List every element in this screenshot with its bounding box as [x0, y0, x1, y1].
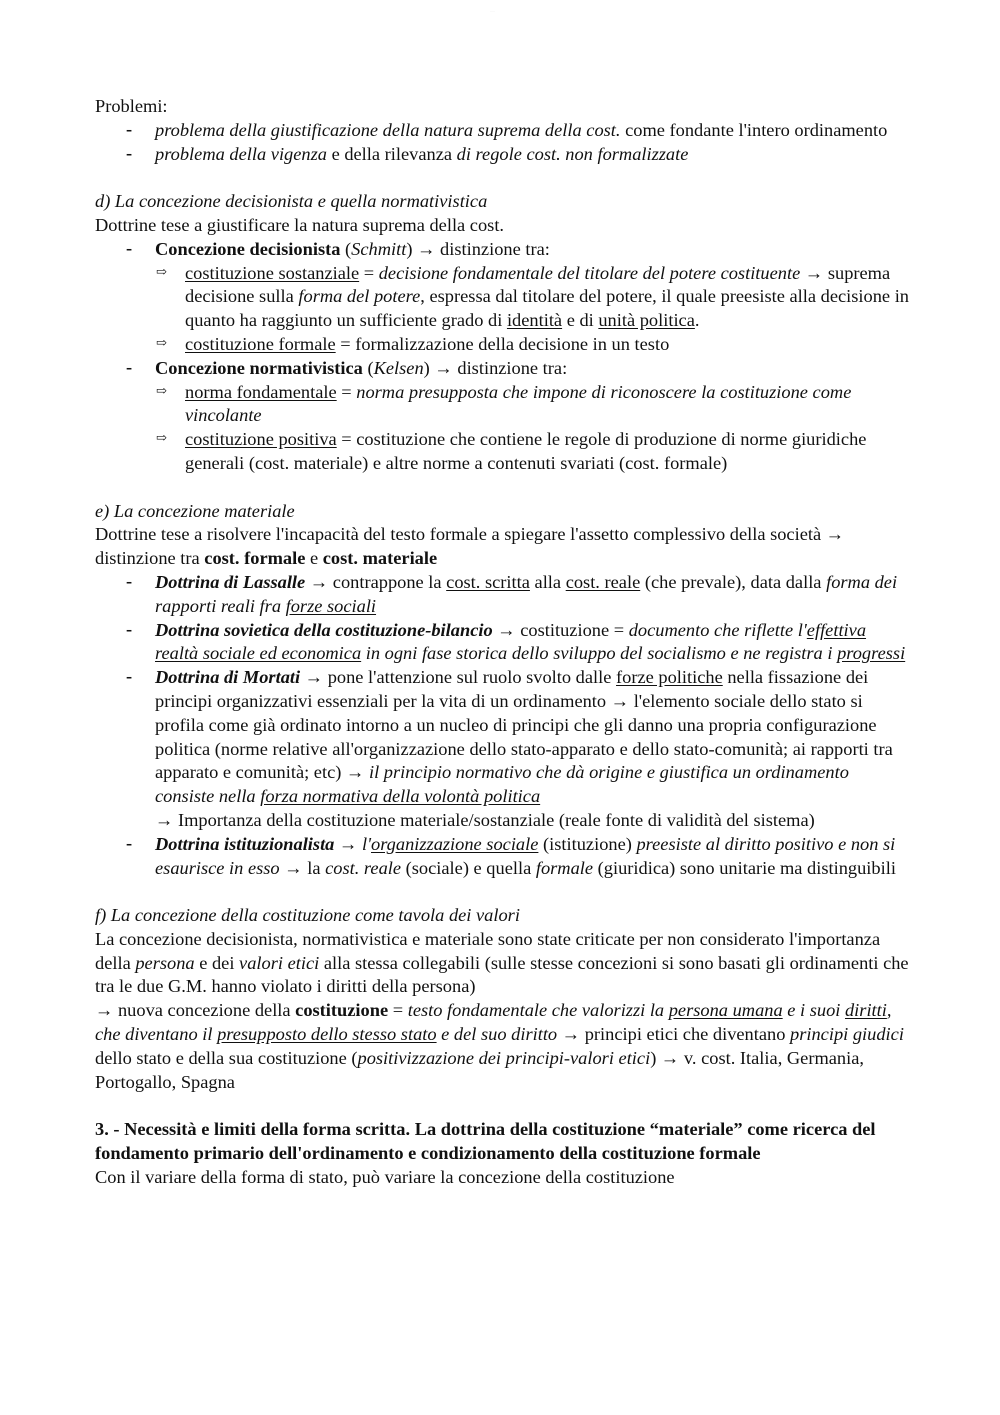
bullet-dash: - [126, 666, 133, 687]
item-text-italic: cost. reale [325, 857, 402, 878]
item-text: → nuova concezione della [95, 1000, 296, 1021]
item-text: , espressa dal titolare del potere, il quale preesiste alla decisione in quanto ha raggiunto un sufficiente grado di [185, 286, 909, 331]
item-text: ( [340, 238, 352, 259]
item-label: Dottrina istituzionalista [155, 833, 335, 854]
term: identità [506, 310, 563, 331]
item-text-italic: preesiste al diritto positivo e non si esaurisce in esso [155, 833, 896, 878]
item-text: = [336, 381, 357, 402]
item-text-italic: , che diventano il [95, 1000, 892, 1045]
section-d-title: d) La concezione decisionista e quella normativistica [95, 191, 488, 212]
term: forze sociali [285, 595, 377, 616]
spacer [95, 880, 910, 904]
section-f-paragraph-1 [95, 928, 910, 999]
item-text-italic: in ogni fase storica dello sviluppo del socialismo e ne registra i [361, 643, 838, 664]
item-text: → [334, 833, 362, 854]
item-text: (istituzione) [538, 833, 637, 854]
item-text: (che prevale), data dalla [640, 571, 827, 592]
section-d-intro: Dottrine tese a giustificare la natura suprema della cost. [95, 214, 505, 235]
term: costituzione positiva [185, 429, 337, 450]
item-text: e dei [194, 952, 240, 973]
bullet-dash: - [126, 237, 133, 258]
item-text: e della rilevanza [326, 143, 457, 164]
term: effettiva realtà sociale ed economica [155, 619, 867, 664]
author-name: Schmitt [351, 238, 407, 259]
item-text-italic: l' [361, 833, 372, 854]
item-text-italic: positivizzazione dei principi-valori etici [357, 1047, 651, 1068]
item-text: ) → distinzione tra: [406, 238, 550, 259]
term: progressi [837, 643, 906, 664]
page-content [95, 95, 910, 1190]
item-text-italic: problema della vigenza [155, 143, 327, 164]
item-text: → suprema decisione sulla [185, 262, 891, 307]
term: cost. scritta [446, 571, 530, 592]
bullet-dash: - [126, 618, 133, 639]
item-text-italic: documento che riflette l' [628, 619, 807, 640]
item-text: → pone l'attenzione sul ruolo svolto dalle [300, 667, 617, 688]
bullet-dash: - [126, 356, 133, 377]
item-text: ( [362, 357, 374, 378]
item-text-italic: il principio normativo che dà origine e giustifica un ordinamento consiste nella [155, 762, 849, 807]
item-text-italic: valori etici [239, 952, 320, 973]
item-text-italic: forma del potere [298, 286, 421, 307]
item-text: → costituzione = [492, 619, 629, 640]
item-text: → Importanza della costituzione materiale/sostanziale (reale fonte di validità del sistema) [155, 809, 815, 830]
term: forza normativa della volontà politica [260, 786, 541, 807]
item-text-italic: forma dei rapporti reali fra [155, 571, 898, 616]
item-text: → contrappone la [305, 571, 447, 592]
sub-item [95, 333, 910, 357]
bullet-dash: - [126, 570, 133, 591]
arrow-bullet-icon: ⇨ [156, 430, 167, 446]
item-text: (sociale) e quella [401, 857, 536, 878]
item-text: (giuridica) sono unitarie ma distinguibili [593, 857, 896, 878]
section-e-intro [95, 523, 910, 571]
section-3-text: Con il variare della forma di stato, può variare la concezione della costituzione [95, 1166, 675, 1187]
section-f-paragraph-2 [95, 999, 910, 1094]
bullet-dash: - [126, 832, 133, 853]
item-text: = costituzione che contiene le regole di produzione di norme giuridiche generali (cost. materiale) e altre norme a contenuti svariati (cost. formale) [185, 429, 867, 473]
bullet-dash: - [126, 118, 133, 139]
spacer [95, 1094, 910, 1118]
header-mark: ····· [490, 9, 495, 13]
list-item-lassalle [95, 571, 910, 619]
item-text-italic: e del suo diritto [436, 1024, 558, 1045]
item-text: dello stato e della sua costituzione ( [95, 1047, 358, 1068]
term: cost. reale [565, 571, 641, 592]
bullet-dash: - [126, 142, 133, 163]
term: costituzione formale [185, 333, 336, 354]
item-text-italic: di regole cost. non formalizzate [456, 143, 689, 164]
definition: norma presupposta che impone di riconoscere la costituzione come vincolante [185, 381, 852, 426]
item-label: cost. formale [204, 548, 306, 569]
item-label: Dottrina di Mortati [155, 667, 301, 688]
sub-item [95, 381, 910, 429]
term: norma fondamentale [185, 381, 337, 402]
item-text: = [388, 1000, 408, 1021]
problemi-heading: Problemi: [95, 96, 168, 116]
item-text: = formalizzazione della decisione in un testo [335, 333, 670, 354]
list-item-sovietica [95, 619, 910, 667]
item-label: Dottrina sovietica della costituzione-bilancio [155, 619, 493, 640]
term: costituzione sostanziale [185, 262, 360, 283]
item-text: come fondante l'intero ordinamento [620, 119, 888, 140]
section-3-heading: 3. - Necessità e limiti della forma scritta. La dottrina della costituzione “materiale” come ricerca del fondamento primario dell'ordinamento e condizionamento della costituzione formale [95, 1119, 876, 1164]
item-label: cost. materiale [322, 548, 438, 569]
term: presupposto dello stesso stato [217, 1024, 437, 1045]
term: forze politiche [616, 667, 723, 688]
section-f-title: f) La concezione della costituzione come tavola dei valori [95, 905, 520, 926]
term: diritti [844, 1000, 887, 1021]
item-text-italic: e i suoi [782, 1000, 845, 1021]
item-text: = [359, 262, 379, 283]
sub-item [95, 428, 910, 476]
item-text: ) → v. cost. Italia, Germania, Portogallo, Spagna [95, 1047, 864, 1092]
item-text: alla stessa collegabili (sulle stesse concezioni si sono basati gli ordinamenti che tra le due G.M. hanno violato i diritti della persona) [95, 952, 909, 997]
sub-item [95, 262, 910, 333]
item-label: costituzione [295, 1000, 389, 1021]
item-text: → la [279, 857, 326, 878]
item-text: alla [529, 571, 566, 592]
item-label: Dottrina di Lassalle [155, 571, 306, 592]
list-item-istituzionalista [95, 833, 910, 881]
item-text: La concezione decisionista, normativistica e materiale sono state criticate per non considerato l'importanza della [95, 928, 881, 973]
item-text: → principi etici che diventano [557, 1024, 791, 1045]
item-text-italic: problema della giustificazione della natura suprema della cost. [155, 119, 621, 140]
list-item [95, 143, 910, 167]
item-text-italic: persona [135, 952, 195, 973]
author-name: Kelsen [373, 357, 424, 378]
item-text: nella fissazione dei principi organizzativi essenziali per la vita di un ordinamento → l'elemento sociale dello stato si profila come già ordinato intorno a un nucleo di principi che gli danno una propria configurazione politica (norme relative all'organizzazione dello stato-apparato e dello stato-comunità; ai rapporti tra apparato e comunità; etc) → [155, 667, 893, 783]
term: organizzazione sociale [371, 833, 539, 854]
spacer [95, 476, 910, 500]
list-item-decisionista [95, 238, 910, 262]
item-text: e [305, 548, 323, 569]
item-text-italic: formale [535, 857, 594, 878]
item-text-italic: principi giudici [790, 1024, 904, 1045]
list-item-mortati [95, 666, 910, 833]
list-item [95, 119, 910, 143]
item-text: e di [562, 310, 599, 331]
spacer [95, 166, 910, 190]
item-label: Concezione normativistica [155, 357, 363, 378]
list-item-normativistica [95, 357, 910, 381]
section-e-title: e) La concezione materiale [95, 500, 295, 521]
item-text: Dottrine tese a risolvere l'incapacità del testo formale a spiegare l'assetto complessivo della società → distinzione tra [95, 524, 845, 569]
item-text: ) → distinzione tra: [423, 357, 568, 378]
definition: decisione fondamentale del titolare del potere costituente [378, 262, 801, 283]
arrow-bullet-icon: ⇨ [156, 263, 167, 279]
term: persona umana [668, 1000, 783, 1021]
item-text-italic: testo fondamentale che valorizzi la [407, 1000, 669, 1021]
item-label: Concezione decisionista [155, 238, 341, 259]
item-text: . [694, 310, 700, 331]
arrow-bullet-icon: ⇨ [156, 382, 167, 398]
arrow-bullet-icon: ⇨ [156, 334, 167, 350]
term: unità politica [598, 310, 695, 331]
